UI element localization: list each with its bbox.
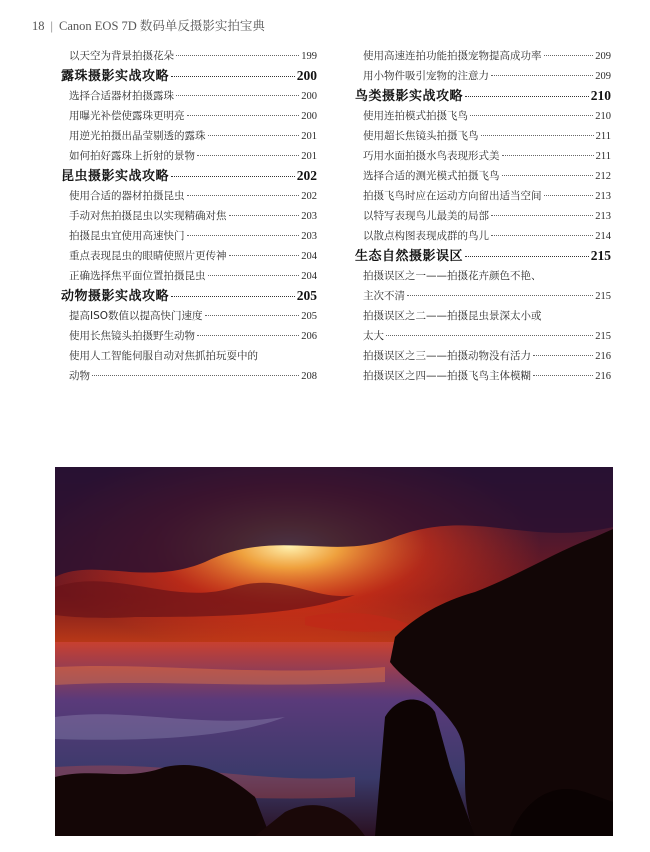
toc-entry (355, 206, 611, 226)
toc-dot-leader (187, 115, 300, 116)
toc-dot-leader (229, 255, 300, 256)
toc-dot-leader (465, 256, 589, 257)
toc-page-number: 201 (301, 151, 317, 162)
toc-dot-leader (491, 235, 593, 236)
toc-entry (61, 186, 317, 206)
toc-entry (61, 346, 317, 366)
toc-page-number: 203 (301, 231, 317, 242)
toc-entry (61, 146, 317, 166)
toc-dot-leader (171, 296, 295, 297)
toc-entry (355, 46, 611, 66)
toc-dot-leader (465, 96, 589, 97)
toc-page-number: 209 (595, 51, 611, 62)
toc-section-heading (355, 246, 611, 266)
toc-dot-leader (533, 355, 593, 356)
toc-page-number: 212 (595, 171, 611, 182)
toc-entry-title: 动物 (69, 370, 90, 382)
toc-entry-title: 正确选择焦平面位置拍摄昆虫 (69, 270, 206, 282)
toc-entry (355, 306, 611, 326)
toc-page-number: 215 (595, 291, 611, 302)
toc-entry-title: 生态自然摄影误区 (355, 249, 464, 264)
toc-entry-title: 提高ISO数值以提高快门速度 (69, 310, 203, 322)
toc-entry (355, 66, 611, 86)
toc-section-heading (61, 286, 317, 306)
header-separator: | (50, 19, 54, 33)
toc-entry (355, 126, 611, 146)
toc-dot-leader (386, 335, 593, 336)
toc-page-number: 210 (595, 111, 611, 122)
toc-page-number: 216 (595, 371, 611, 382)
toc-entry-title: 用小物件吸引宠物的注意力 (363, 70, 489, 82)
toc-entry (355, 326, 611, 346)
toc-entry-title: 拍摄误区之三——拍摄动物没有活力 (363, 350, 531, 362)
toc-entry (355, 366, 611, 386)
toc-page-number: 211 (595, 151, 611, 162)
toc-entry (61, 226, 317, 246)
toc-dot-leader (533, 375, 593, 376)
toc-entry-title: 主次不清 (363, 290, 405, 302)
toc-entry (355, 146, 611, 166)
toc-dot-leader (176, 95, 299, 96)
toc-page-number: 206 (301, 331, 317, 342)
toc-entry-title: 使用连拍模式拍摄飞鸟 (363, 110, 468, 122)
toc-page-number: 215 (590, 248, 611, 263)
toc-dot-leader (491, 75, 593, 76)
toc-entry-title: 选择合适器材拍摄露珠 (69, 90, 174, 102)
toc-page-number: 213 (595, 191, 611, 202)
toc-column-left (61, 46, 317, 386)
toc-page-number: 213 (595, 211, 611, 222)
toc-dot-leader (491, 215, 593, 216)
toc-entry (61, 126, 317, 146)
toc-dot-leader (407, 295, 593, 296)
toc-section-heading (61, 66, 317, 86)
toc-entry-title: 使用人工智能伺服自动对焦抓拍玩耍中的 (69, 350, 258, 362)
toc-entry-title: 拍摄误区之一——拍摄花卉颜色不艳、 (363, 270, 542, 282)
toc-entry (355, 286, 611, 306)
toc-dot-leader (187, 195, 300, 196)
toc-dot-leader (197, 335, 299, 336)
sunset-seascape-photo (55, 467, 613, 836)
toc-entry-title: 拍摄飞鸟时应在运动方向留出适当空间 (363, 190, 542, 202)
toc-page-number: 204 (301, 251, 317, 262)
toc-column-right (355, 46, 611, 386)
toc-page-number: 215 (595, 331, 611, 342)
toc-page-number: 199 (301, 51, 317, 62)
toc-entry-title: 使用长焦镜头拍摄野生动物 (69, 330, 195, 342)
toc-dot-leader (544, 55, 594, 56)
toc-entry-title: 昆虫摄影实战攻略 (61, 169, 170, 184)
toc-section-heading (355, 86, 611, 106)
toc-dot-leader (502, 175, 594, 176)
toc-entry-title: 鸟类摄影实战攻略 (355, 89, 464, 104)
toc-entry (355, 346, 611, 366)
toc-dot-leader (502, 155, 594, 156)
toc-section-heading (61, 166, 317, 186)
toc-entry-title: 拍摄误区之二——拍摄昆虫景深太小或 (363, 310, 542, 322)
toc-page-number: 214 (595, 231, 611, 242)
toc-entry-title: 太大 (363, 330, 384, 342)
toc-entry-title: 重点表现昆虫的眼睛使照片更传神 (69, 250, 227, 262)
toc-page-number: 209 (595, 71, 611, 82)
toc-entry (355, 226, 611, 246)
toc-entry-title: 拍摄昆虫宜使用高速快门 (69, 230, 185, 242)
toc-dot-leader (187, 235, 300, 236)
toc-dot-leader (208, 275, 300, 276)
toc-entry (355, 186, 611, 206)
toc-entry (61, 86, 317, 106)
toc-page-number: 200 (296, 68, 317, 83)
toc-page-number: 205 (296, 288, 317, 303)
toc-entry-title: 以天空为背景拍摄花朵 (69, 50, 174, 62)
toc-dot-leader (229, 215, 300, 216)
page-number: 18 (32, 19, 45, 33)
toc-page-number: 216 (595, 351, 611, 362)
toc-dot-leader (92, 375, 299, 376)
toc-dot-leader (171, 76, 295, 77)
toc-entry-title: 露珠摄影实战攻略 (61, 69, 170, 84)
toc-entry-title: 以散点构图表现成群的鸟儿 (363, 230, 489, 242)
toc-dot-leader (481, 135, 594, 136)
toc-page-number: 201 (301, 131, 317, 142)
toc-entry (61, 106, 317, 126)
toc-entry (355, 266, 611, 286)
toc-dot-leader (197, 155, 299, 156)
toc-page-number: 210 (590, 88, 611, 103)
toc-page-number: 204 (301, 271, 317, 282)
toc-dot-leader (208, 135, 300, 136)
toc-page-number: 208 (301, 371, 317, 382)
toc-dot-leader (544, 195, 594, 196)
toc-page-number: 205 (301, 311, 317, 322)
toc-entry (61, 326, 317, 346)
toc-entry-title: 用曝光补偿使露珠更明亮 (69, 110, 185, 122)
toc-entry-title: 动物摄影实战攻略 (61, 289, 170, 304)
toc-entry-title: 使用超长焦镜头拍摄飞鸟 (363, 130, 479, 142)
toc-dot-leader (176, 55, 299, 56)
toc-entry-title: 如何拍好露珠上折射的景物 (69, 150, 195, 162)
toc-entry-title: 拍摄误区之四——拍摄飞鸟主体模糊 (363, 370, 531, 382)
toc-page-number: 202 (296, 168, 317, 183)
toc-entry (61, 306, 317, 326)
toc-entry-title: 使用合适的器材拍摄昆虫 (69, 190, 185, 202)
book-title: Canon EOS 7D 数码单反摄影实拍宝典 (59, 19, 265, 33)
toc-page-number: 200 (301, 91, 317, 102)
toc-entry-title: 手动对焦拍摄昆虫以实现精确对焦 (69, 210, 227, 222)
toc-entry (61, 246, 317, 266)
toc-entry (61, 46, 317, 66)
toc-dot-leader (171, 176, 295, 177)
toc-entry-title: 选择合适的测光模式拍摄飞鸟 (363, 170, 500, 182)
page-header (32, 16, 265, 36)
toc-dot-leader (470, 115, 593, 116)
toc-entry-title: 使用高速连拍功能拍摄宠物提高成功率 (363, 50, 542, 62)
toc-page-number: 200 (301, 111, 317, 122)
toc-page-number: 211 (595, 131, 611, 142)
toc-entry (355, 106, 611, 126)
toc-page-number: 202 (301, 191, 317, 202)
toc-entry (61, 206, 317, 226)
toc-entry (355, 166, 611, 186)
toc-dot-leader (205, 315, 300, 316)
toc-entry-title: 用逆光拍摄出晶莹剔透的露珠 (69, 130, 206, 142)
toc-entry (61, 266, 317, 286)
toc-page-number: 203 (301, 211, 317, 222)
toc-entry (61, 366, 317, 386)
toc-entry-title: 巧用水面拍摄水鸟表现形式美 (363, 150, 500, 162)
toc-entry-title: 以特写表现鸟儿最美的局部 (363, 210, 489, 222)
